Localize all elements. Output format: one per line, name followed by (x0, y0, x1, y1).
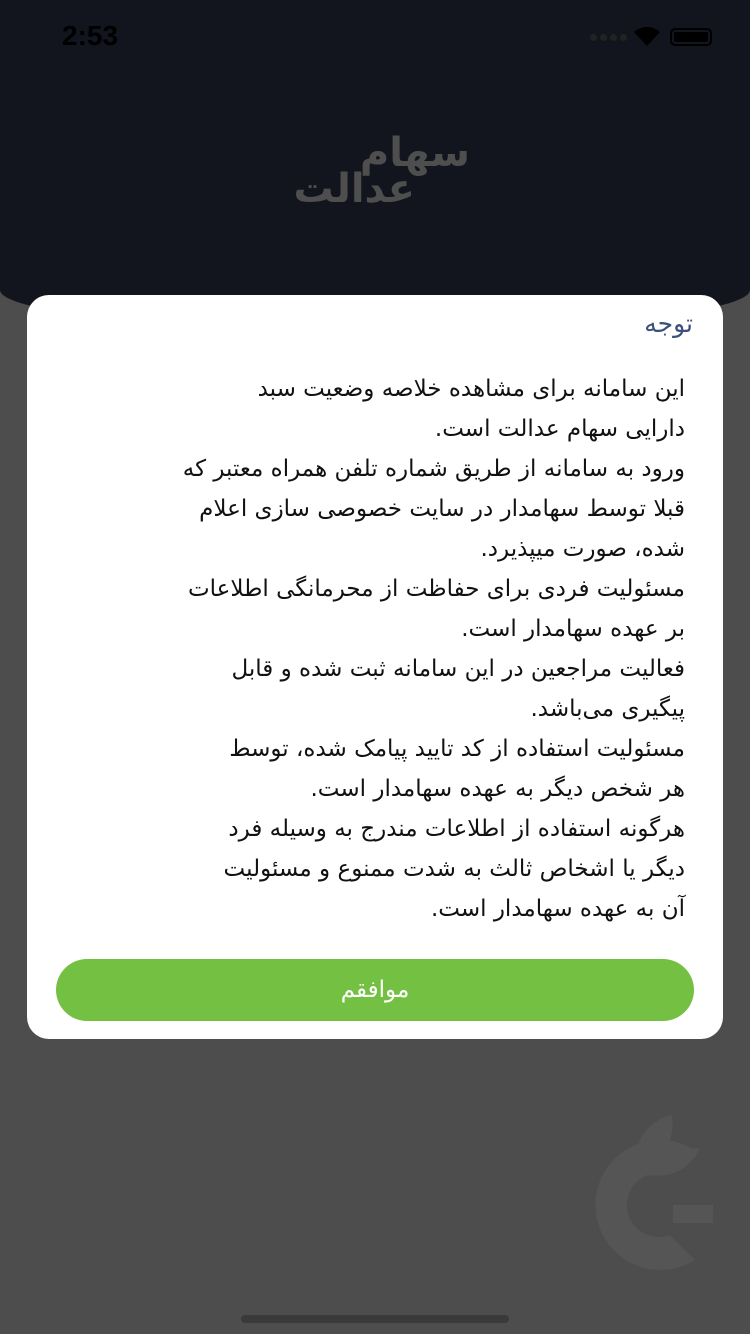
dialog-text-line: دارایی سهام عدالت است. (434, 416, 685, 442)
dialog-text-line: شده، صورت میپذیرد. (480, 536, 685, 562)
dialog-text-line: پیگیری می‌باشد. (530, 696, 685, 722)
home-indicator[interactable] (241, 1315, 509, 1323)
dialog-text-line: هرگونه استفاده از اطلاعات مندرج به وسیله فرد (228, 816, 685, 842)
dialog-text-line: هر شخص دیگر به عهده سهامدار است. (310, 776, 685, 802)
brand-watermark-icon (580, 1110, 740, 1320)
dialog-text-line: آن به عهده سهامدار است. (430, 896, 685, 922)
dialog-text-line: دیگر یا اشخاص ثالث به شدت ممنوع و مسئولیت (223, 856, 685, 882)
notice-dialog (27, 295, 723, 1039)
dialog-text-line: فعالیت مراجعین در این سامانه ثبت شده و قابل (231, 656, 685, 682)
status-bar (0, 18, 750, 58)
status-time: 2:53 (62, 20, 119, 51)
logo-line-2: عدالت (293, 166, 415, 212)
agree-button[interactable]: موافقم (56, 959, 694, 1021)
dialog-body (55, 369, 685, 929)
dialog-text-line: مسئولیت استفاده از کد تایید پیامک شده، توسط (229, 736, 685, 762)
dialog-text-line: بر عهده سهامدار است. (461, 616, 685, 642)
wifi-icon (632, 24, 662, 48)
dialog-title: توجه (644, 309, 693, 338)
dialog-text-line: قبلا توسط سهامدار در سایت خصوصی سازی اعلام (199, 496, 685, 522)
dialog-text-line: ورود به سامانه از طریق شماره تلفن همراه معتبر که (182, 456, 685, 482)
app-logo (280, 130, 470, 210)
logo-line-1: سهام (359, 130, 470, 176)
dialog-text-line: مسئولیت فردی برای حفاظت از محرمانگی اطلاعات (188, 576, 685, 602)
signal-icon (590, 34, 627, 41)
battery-icon (670, 28, 712, 46)
dialog-text-line: این سامانه برای مشاهده خلاصه وضعیت سبد (257, 376, 685, 402)
